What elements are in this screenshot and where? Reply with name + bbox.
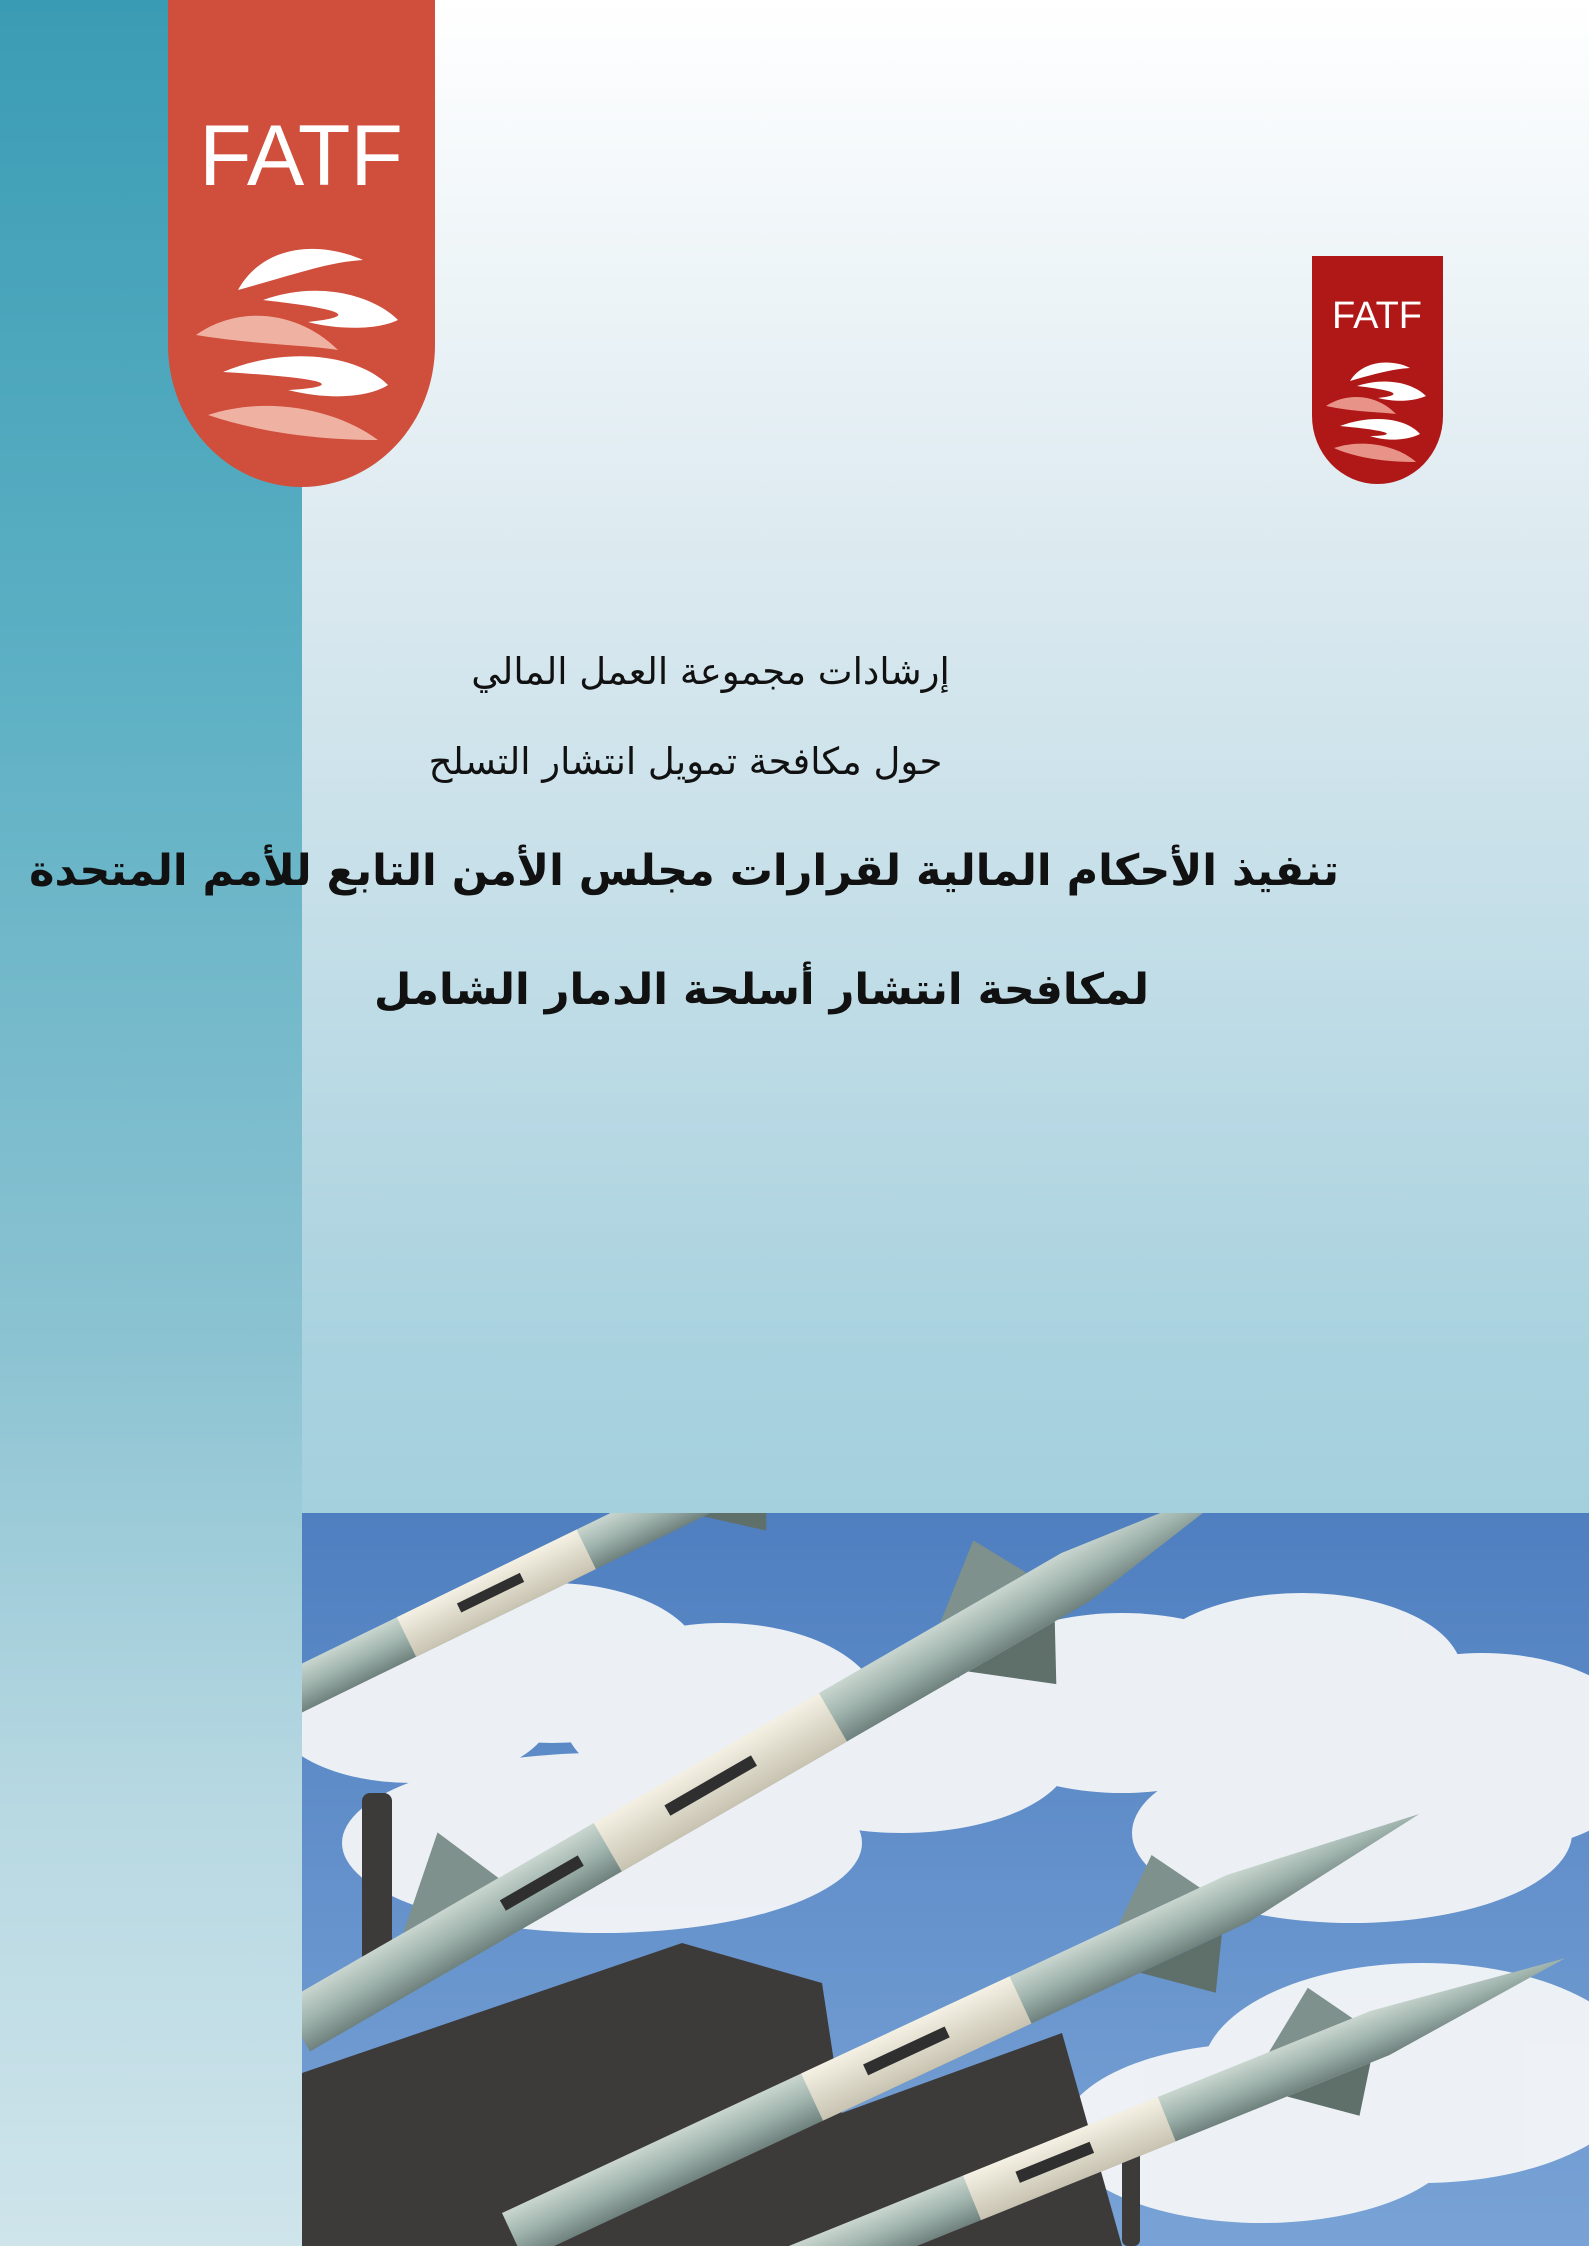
fatf-logo-large — [168, 0, 435, 487]
subtitle-line-1: إرشادات مجموعة العمل المالي — [471, 650, 950, 693]
fatf-logo-small — [1312, 256, 1443, 484]
logo-text: FATF — [199, 108, 403, 204]
subtitle-line-2: حول مكافحة تمويل انتشار التسلح — [428, 740, 943, 783]
cover-title-block — [29, 620, 1589, 1060]
title-line-1: تنفيذ الأحكام المالية لقرارات مجلس الأمن التابع للأمم المتحدة — [29, 846, 1339, 896]
logo-text-small: FATF — [1331, 295, 1423, 337]
missiles-photo — [302, 1513, 1589, 2246]
title-line-2: لمكافحة انتشار أسلحة الدمار الشامل — [373, 965, 1149, 1015]
